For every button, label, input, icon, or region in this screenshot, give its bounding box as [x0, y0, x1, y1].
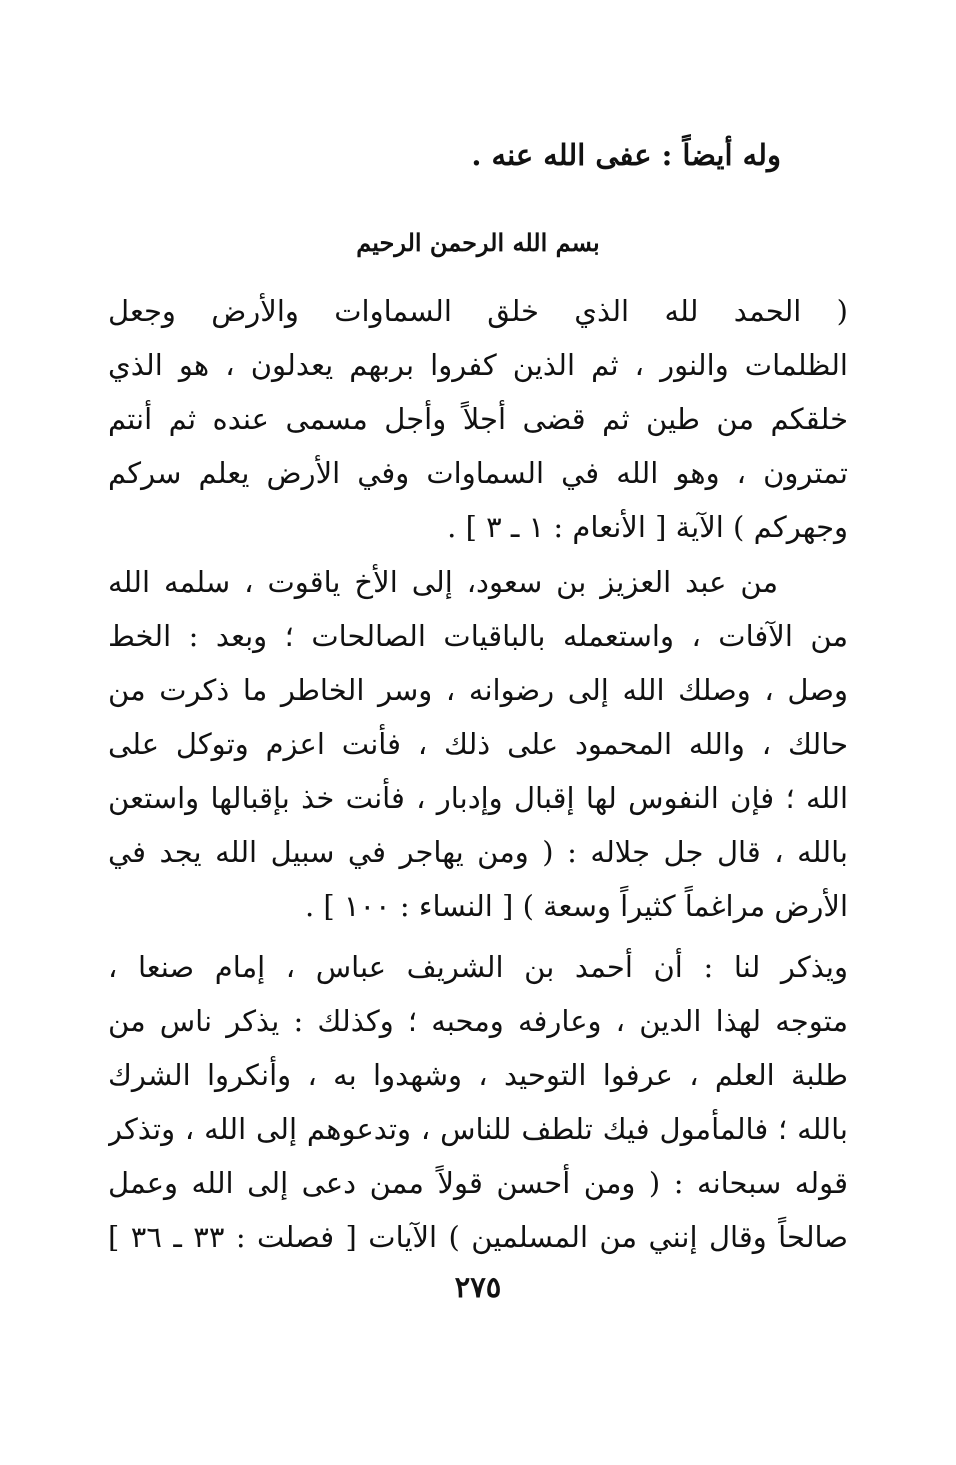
text-line: من الآفات ، واستعمله بالباقيات الصالحات ؛ وبعد : الخط: [108, 619, 848, 653]
basmala-calligraphy: بسم الله الرحمن الرحيم: [356, 228, 600, 257]
text-line: متوجه لهذا الدين ، وعارفه ومحبه ؛ وكذلك : يذكر ناس من: [108, 1004, 848, 1038]
text-line: وصل ، وصلك الله إلى رضوانه ، وسر الخاطر ما ذكرت من: [108, 673, 848, 707]
text-line: خلقكم من طين ثم قضى أجلاً وأجل مسمى عنده ثم أنتم: [108, 402, 848, 436]
text-line: الظلمات والنور ، ثم الذين كفروا بربهم يعدلون ، هو الذي: [108, 348, 848, 382]
text-line: الأرض مراغماً كثيراً وسعة ) [ النساء : ١٠٠ ] .: [304, 889, 848, 923]
text-line: الله ؛ فإن النفوس لها إقبال وإدبار ، فأنت خذ بإقبالها واستعن: [108, 781, 848, 815]
page-number: ٢٧٥: [454, 1270, 502, 1304]
text-line: قوله سبحانه : ( ومن أحسن قولاً ممن دعى إلى الله وعمل: [108, 1166, 848, 1200]
paragraph-quran-quote: [108, 284, 848, 554]
text-line: بالله ؛ فالمأمول فيك تلطف للناس ، وتدعوهم إلى الله ، وتذكر: [108, 1112, 848, 1146]
text-line: وجهركم ) الآية [ الأنعام : ١ ـ ٣ ] .: [447, 510, 848, 544]
paragraph-letter-body: [108, 940, 848, 1264]
text-line: ويذكر لنا : أن أحمد بن الشريف عباس ، إمام صنعا ،: [108, 950, 848, 984]
text-line: بالله ، قال جل جلاله : ( ومن يهاجر في سبيل الله يجد في: [108, 835, 848, 869]
text-line: صالحاً وقال إنني من المسلمين ) الآيات [ فصلت : ٣٣ ـ ٣٦ ]: [108, 1220, 848, 1254]
text-line: حالك ، والله المحمود على ذلك ، فأنت اعزم وتوكل على: [108, 727, 848, 761]
text-line: من عبد العزيز بن سعود، إلى الأخ ياقوت ، سلمه الله: [108, 565, 778, 599]
letter-heading: وله أيضاً : عفى الله عنه .: [471, 138, 781, 172]
text-line: طلبة العلم ، عرفوا التوحيد ، وشهدوا به ، وأنكروا الشرك: [108, 1058, 848, 1092]
text-line: تمترون ، وهو الله في السماوات وفي الأرض يعلم سركم: [108, 456, 848, 490]
text-line: ( الحمد لله الذي خلق السماوات والأرض وجعل: [108, 294, 848, 328]
paragraph-letter-opening: [108, 555, 848, 933]
